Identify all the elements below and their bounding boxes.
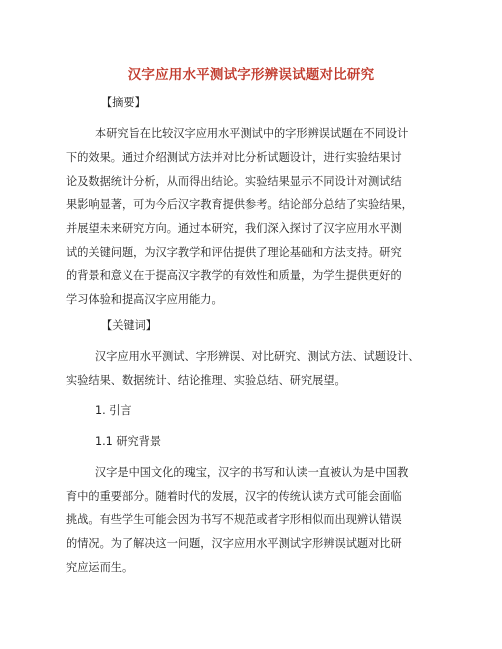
background-line: 究应运而生。 — [66, 561, 134, 574]
abstract-line: 下的效果。通过介绍测试方法并对比分析试题设计，进行实验结果讨 — [66, 151, 402, 164]
abstract-line: 的背景和意义在于提高汉字教学的有效性和质量，为学生提供更好的 — [66, 269, 402, 282]
abstract-line: 论及数据统计分析，从而得出结论。实验结果显示不同设计对测试结 — [66, 175, 402, 188]
abstract-line: 学习体验和提高汉字应用能力。 — [66, 293, 223, 306]
background-line: 挑战。有些学生可能会因为书写不规范或者字形相似而出现辨认错误 — [66, 513, 402, 526]
keywords-line: 实验结果、数据统计、结论推理、实验总结、研究展望。 — [66, 374, 346, 387]
abstract-line: 果影响显著，可为今后汉字教育提供参考。结论部分总结了实验结果， — [66, 198, 413, 211]
background-line: 的情况。为了解决这一问题，汉字应用水平测试字形辨误试题对比研 — [66, 537, 402, 550]
abstract-line: 并展望未来研究方向。通过本研究，我们深入探讨了汉字应用水平测 — [66, 222, 402, 235]
keywords-heading: 【关键词】 — [101, 319, 157, 332]
keywords-line: 汉字应用水平测试、字形辨误、对比研究、测试方法、试题设计、 — [95, 350, 420, 363]
section-1-1-heading: 1.1 研究背景 — [95, 435, 162, 448]
abstract-heading: 【摘要】 — [101, 96, 146, 109]
abstract-line: 本研究旨在比较汉字应用水平测试中的字形辨误试题在不同设计 — [95, 127, 409, 140]
background-line: 育中的重要部分。随着时代的发展，汉字的传统认读方式可能会面临 — [66, 490, 402, 503]
section-1-heading: 1. 引言 — [95, 404, 132, 417]
abstract-line: 试的关键问题，为汉字教学和评估提供了理论基础和方法支持。研究 — [66, 246, 402, 259]
background-line: 汉字是中国文化的瑰宝，汉字的书写和认读一直被认为是中国教 — [95, 466, 409, 479]
document-title: 汉字应用水平测试字形辨误试题对比研究 — [127, 67, 375, 83]
